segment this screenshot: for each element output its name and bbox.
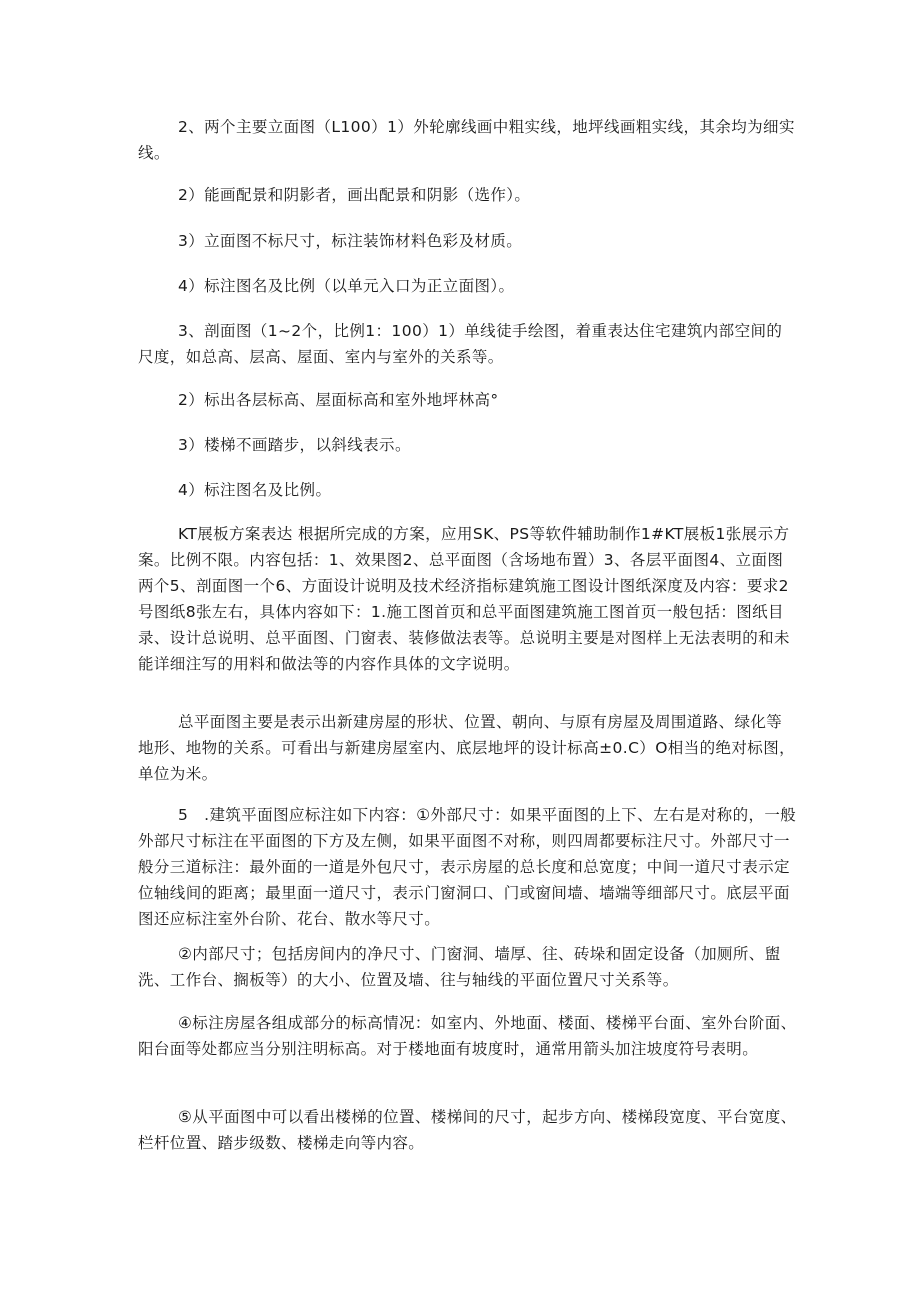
paragraph-kt-board: KT展板方案表达 根据所完成的方案，应用SK、PS等软件辅助制作1#KT展板1张展示方案。比例不限。内容包括：1、效果图2、总平面图（含场地布置）3、各层平面图4、立面图两个5、剖面图一个6、方面设计说明及技术经济指标建筑施工图设计图纸深度及内容：要求2号图纸8张左右，具体内容如下：1.施工图首页和总平面图建筑施工图首页一般包括：图纸目录、设计总说明、总平面图、门窗表、装修做法表等。总说明主要是对图样上无法表明的和未能详细注写的用料和做法等的内容作具体的文字说明。 bbox=[138, 525, 790, 673]
paragraph-section-levels: 2）标出各层标高、屋面标高和室外地坪林高° bbox=[178, 391, 499, 409]
paragraph-floor-plan-internal: ②内部尺寸；包括房间内的净尺寸、门窗洞、墙厚、往、砖垛和固定设备（加厕所、盥洗、工作台、搁板等）的大小、位置及墙、往与轴线的平面位置尺寸关系等。 bbox=[138, 945, 781, 989]
paragraph-floor-plan-levels: ④标注房屋各组成部分的标高情况：如室内、外地面、楼面、楼梯平台面、室外台阶面、阳台面等处都应当分别注明标高。对于楼地面有坡度时，通常用箭头加注坡度符号表明。 bbox=[138, 1014, 797, 1058]
paragraph-elevation-shadows: 2）能画配景和阴影者，画出配景和阴影（选作）。 bbox=[178, 186, 531, 204]
paragraph-site-plan: 总平面图主要是表示出新建房屋的形状、位置、朝向、与原有房屋及周围道路、绿化等地形、地物的关系。可看出与新建房屋室内、底层地坪的设计标高±0.C）O相当的绝对标图，单位为米。 bbox=[138, 713, 796, 783]
paragraph-elevation-materials: 3）立面图不标尺寸，标注装饰材料色彩及材质。 bbox=[178, 232, 523, 250]
paragraph-section-title: 4）标注图名及比例。 bbox=[178, 481, 332, 499]
paragraph-elevation-title: 4）标注图名及比例（以单元入口为正立面图）。 bbox=[178, 277, 515, 295]
paragraph-floor-plan-external: 5 .建筑平面图应标注如下内容：①外部尺寸：如果平面图的上下、左右是对称的，一般外部尺寸标注在平面图的下方及左侧，如果平面图不对称，则四周都要标注尺寸。外部尺寸一般分三道标注：最外面的一道是外包尺寸，表示房屋的总长度和总宽度；中间一道尺寸表示定位轴线间的距离；最里面一道尺寸，表示门窗洞口、门或窗间墙、墙端等细部尺寸。底层平面图还应标注室外台阶、花台、散水等尺寸。 bbox=[138, 806, 797, 928]
paragraph-elevation-lines: 2、两个主要立面图（L100）1）外轮廓线画中粗实线，地坪线画粗实线，其余均为细实线。 bbox=[138, 118, 795, 162]
paragraph-section-drawing: 3、剖面图（1~2个，比例1：100）1）单线徒手绘图，着重表达住宅建筑内部空间的尺度，如总高、层高、屋面、室内与室外的关系等。 bbox=[138, 322, 783, 366]
paragraph-section-stairs: 3）楼梯不画踏步，以斜线表示。 bbox=[178, 436, 411, 454]
paragraph-floor-plan-stairs: ⑤从平面图中可以看出楼梯的位置、楼梯间的尺寸，起步方向、楼梯段宽度、平台宽度、栏杆位置、踏步级数、楼梯走向等内容。 bbox=[138, 1108, 797, 1152]
